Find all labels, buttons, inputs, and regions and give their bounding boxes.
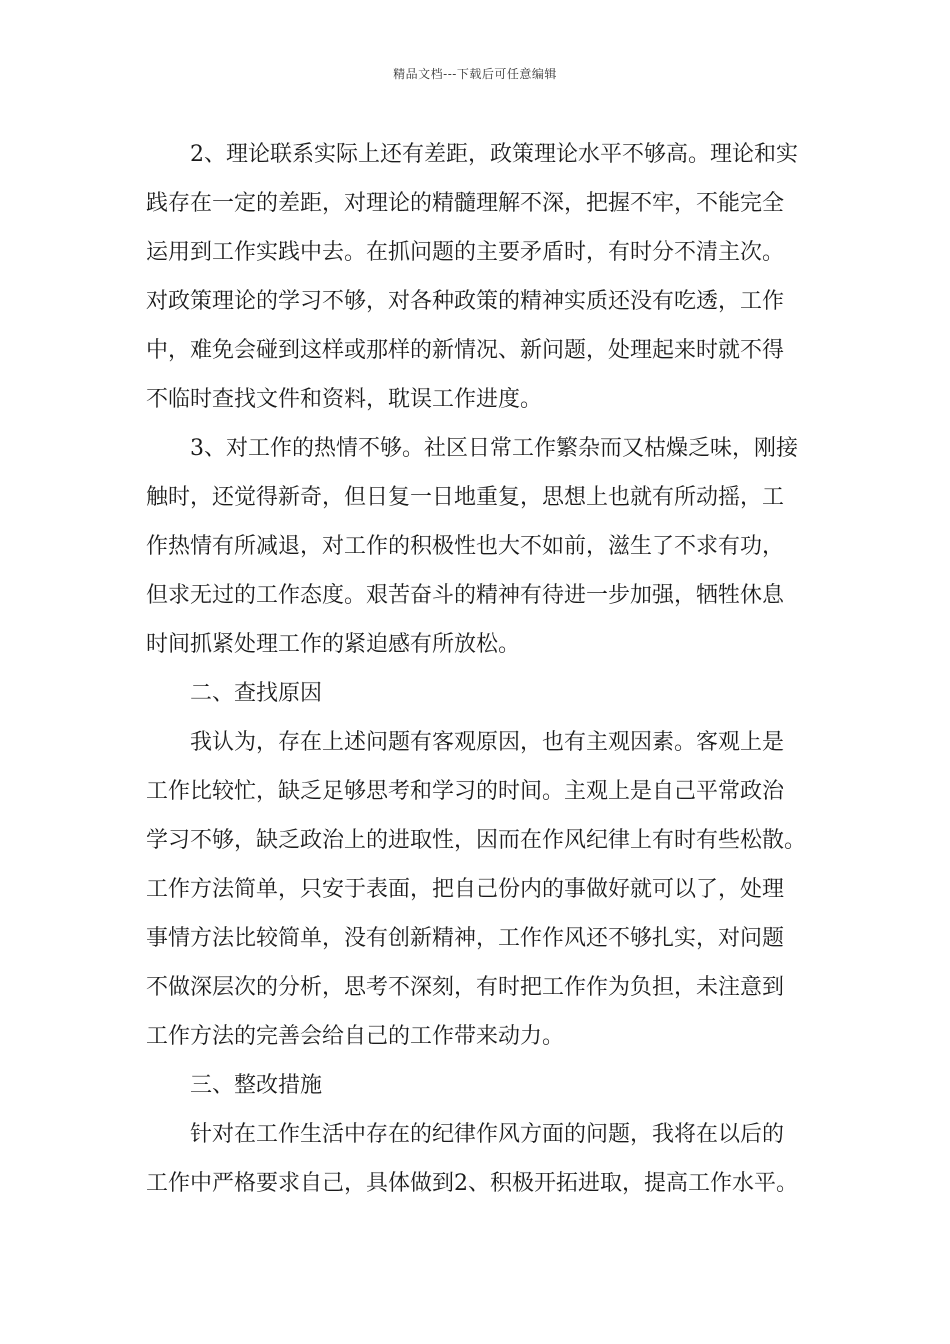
text-line: 中，难免会碰到这样或那样的新情况、新问题，处理起来时就不得	[146, 338, 785, 363]
text-line: 工作方法的完善会给自己的工作带来动力。	[146, 1024, 565, 1049]
text-line: 时间抓紧处理工作的紧迫感有所放松。	[146, 632, 521, 657]
text-line: 3、对工作的热情不够。社区日常工作繁杂而又枯燥乏味，刚接	[190, 436, 798, 461]
text-line: 2、理论联系实际上还有差距，政策理论水平不够高。理论和实	[190, 142, 798, 167]
text-line: 作热情有所减退，对工作的积极性也大不如前，滋生了不求有功，	[146, 534, 785, 559]
text-line: 工作比较忙，缺乏足够思考和学习的时间。主观上是自己平常政治	[146, 779, 785, 804]
text-line: 对政策理论的学习不够，对各种政策的精神实质还没有吃透，工作	[146, 289, 785, 314]
text-line: 触时，还觉得新奇，但日复一日地重复，思想上也就有所动摇，工	[146, 485, 785, 510]
text-line: 不临时查找文件和资料，耽误工作进度。	[146, 387, 543, 412]
text-line: 二、查找原因	[190, 681, 323, 706]
document-body	[146, 130, 816, 1208]
text-line: 事情方法比较简单，没有创新精神，工作作风还不够扎实，对问题	[146, 926, 785, 951]
text-line: 我认为，存在上述问题有客观原因，也有主观因素。客观上是	[190, 730, 785, 755]
text-line: 践存在一定的差距，对理论的精髓理解不深，把握不牢，不能完全	[146, 191, 785, 216]
text-line: 学习不够，缺乏政治上的进取性，因而在作风纪律上有时有些松散。	[146, 828, 807, 853]
page-header: 精品文档---下载后可任意编辑	[393, 67, 557, 81]
text-line: 工作方法简单，只安于表面，把自己份内的事做好就可以了，处理	[146, 877, 785, 902]
text-line: 三、整改措施	[190, 1073, 323, 1098]
text-line: 工作中严格要求自己，具体做到2、积极开拓进取，提高工作水平。	[146, 1171, 798, 1196]
text-line: 但求无过的工作态度。艰苦奋斗的精神有待进一步加强，牺牲休息	[146, 583, 785, 608]
text-line: 不做深层次的分析，思考不深刻，有时把工作作为负担，未注意到	[146, 975, 785, 1000]
text-line: 运用到工作实践中去。在抓问题的主要矛盾时，有时分不清主次。	[146, 240, 785, 265]
text-line: 针对在工作生活中存在的纪律作风方面的问题，我将在以后的	[190, 1122, 785, 1147]
